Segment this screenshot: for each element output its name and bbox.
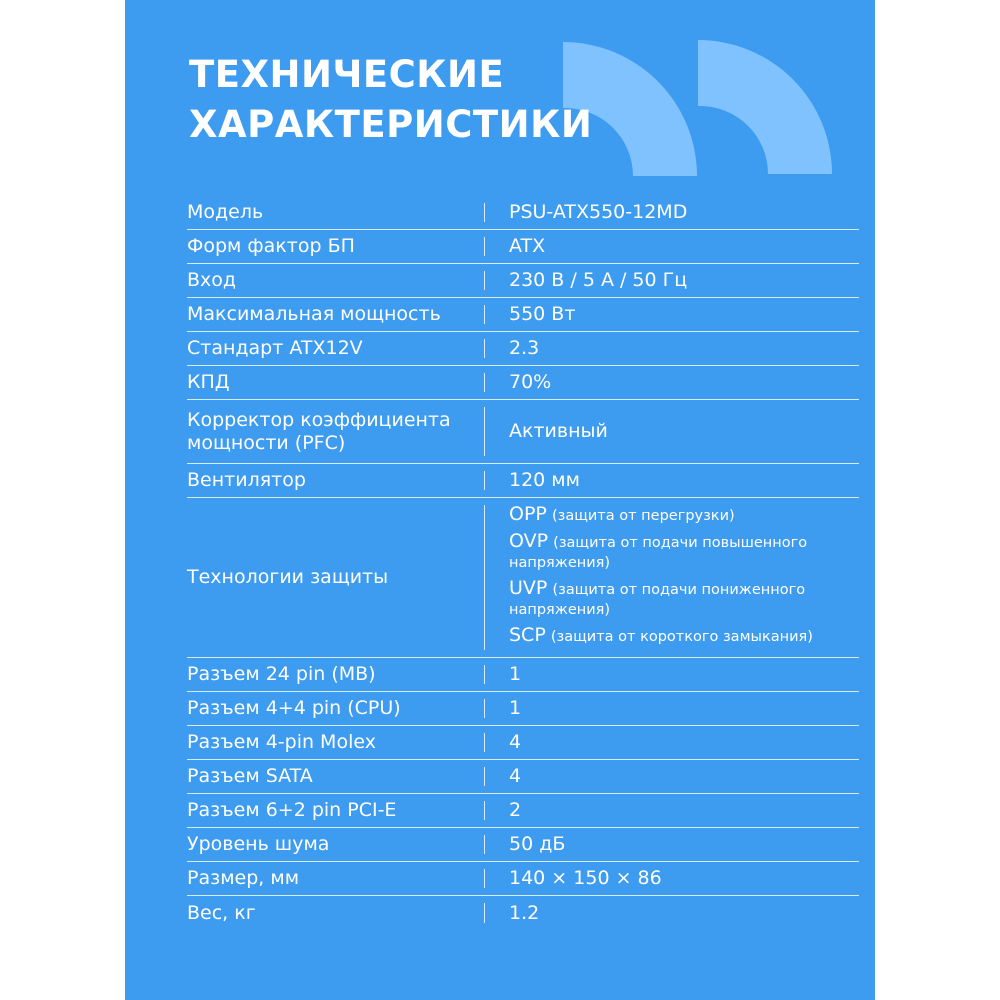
page-title-line-1: ТЕХНИЧЕСКИЕ bbox=[189, 53, 505, 96]
page-title-line-2: ХАРАКТЕРИСТИКИ bbox=[189, 103, 593, 146]
spec-label: Разъем 4-pin Molex bbox=[187, 731, 376, 753]
spec-label: Размер, мм bbox=[187, 867, 300, 889]
spec-row-input bbox=[187, 264, 859, 298]
spec-row-protection bbox=[187, 498, 859, 658]
spec-row-atx12v bbox=[187, 332, 859, 366]
spec-label: Уровень шума bbox=[187, 833, 330, 855]
spec-value: Активный bbox=[509, 420, 608, 442]
spec-row-max-power bbox=[187, 298, 859, 332]
page-title bbox=[189, 50, 592, 150]
column-divider bbox=[484, 505, 485, 650]
spec-value: PSU-ATX550-12MD bbox=[509, 201, 688, 223]
column-divider bbox=[484, 305, 485, 324]
spec-row-size bbox=[187, 862, 859, 896]
spec-label: Вентилятор bbox=[187, 469, 306, 491]
spec-row-24pin bbox=[187, 658, 859, 692]
column-divider bbox=[484, 733, 485, 752]
spec-row-efficiency bbox=[187, 366, 859, 400]
spec-value: 550 Вт bbox=[509, 303, 576, 325]
spec-value: 1 bbox=[509, 697, 522, 719]
protection-code: OPP bbox=[509, 503, 547, 525]
spec-label: Максимальная мощность bbox=[187, 303, 441, 325]
spec-row-fan bbox=[187, 464, 859, 498]
spec-label: Разъем 4+4 pin (CPU) bbox=[187, 697, 401, 719]
protection-desc: (защита от перегрузки) bbox=[551, 508, 735, 524]
spec-label: Форм фактор БП bbox=[187, 235, 355, 257]
spec-row-pcie bbox=[187, 794, 859, 828]
protection-item bbox=[509, 530, 859, 572]
column-divider bbox=[484, 373, 485, 392]
column-divider bbox=[484, 471, 485, 490]
column-divider bbox=[484, 869, 485, 888]
spec-value: 140 × 150 × 86 bbox=[509, 867, 662, 889]
column-divider bbox=[484, 801, 485, 820]
spec-value: 4 bbox=[509, 731, 522, 753]
protection-desc: (защита от подачи пониженного напряжения) bbox=[509, 582, 806, 618]
spec-label: Вход bbox=[187, 269, 237, 291]
spec-value: 1.2 bbox=[509, 901, 540, 924]
column-divider bbox=[484, 339, 485, 358]
column-divider bbox=[484, 699, 485, 718]
protection-item bbox=[509, 624, 859, 646]
spec-label: КПД bbox=[187, 371, 230, 393]
spec-row-sata bbox=[187, 760, 859, 794]
spec-label: Вес, кг bbox=[187, 901, 256, 924]
spec-card bbox=[125, 0, 875, 1000]
column-divider bbox=[484, 271, 485, 290]
spec-value: 230 В / 5 А / 50 Гц bbox=[509, 269, 688, 291]
spec-value: 2 bbox=[509, 799, 522, 821]
spec-value: 70% bbox=[509, 371, 552, 393]
protection-code: UVP bbox=[509, 577, 548, 599]
spec-value: 1 bbox=[509, 663, 522, 685]
column-divider bbox=[484, 767, 485, 786]
spec-row-form-factor bbox=[187, 230, 859, 264]
spec-value: 2.3 bbox=[509, 337, 540, 359]
spec-value: ATX bbox=[509, 235, 546, 257]
protection-list bbox=[509, 503, 859, 651]
spec-row-pfc bbox=[187, 400, 859, 464]
spec-row-molex bbox=[187, 726, 859, 760]
spec-row-weight bbox=[187, 896, 859, 930]
protection-desc: (защита от подачи повышенного напряжения) bbox=[509, 535, 808, 571]
column-divider bbox=[484, 407, 485, 456]
column-divider bbox=[484, 835, 485, 854]
spec-label: Разъем SATA bbox=[187, 765, 313, 787]
spec-label: Разъем 24 pin (MB) bbox=[187, 663, 376, 685]
protection-code: SCP bbox=[509, 624, 546, 646]
spec-value: 120 мм bbox=[509, 469, 580, 491]
spec-label: Стандарт ATX12V bbox=[187, 337, 363, 359]
spec-label: Модель bbox=[187, 201, 264, 223]
spec-table bbox=[187, 196, 859, 930]
protection-desc: (защита от короткого замыкания) bbox=[550, 629, 813, 645]
column-divider bbox=[484, 903, 485, 923]
column-divider bbox=[484, 665, 485, 684]
spec-value: 50 дБ bbox=[509, 833, 566, 855]
spec-label-line-2: мощности (PFC) bbox=[187, 431, 346, 454]
spec-label: Технологии защиты bbox=[187, 566, 389, 588]
protection-item bbox=[509, 503, 859, 525]
spec-row-cpu bbox=[187, 692, 859, 726]
protection-item bbox=[509, 577, 859, 619]
spec-row-noise bbox=[187, 828, 859, 862]
spec-value: 4 bbox=[509, 765, 522, 787]
spec-label bbox=[187, 400, 483, 463]
column-divider bbox=[484, 237, 485, 256]
protection-code: OVP bbox=[509, 530, 549, 552]
spec-row-model bbox=[187, 196, 859, 230]
column-divider bbox=[484, 203, 485, 222]
spec-label: Разъем 6+2 pin PCI-E bbox=[187, 799, 397, 821]
spec-label-line-1: Корректор коэффициента bbox=[187, 408, 451, 431]
